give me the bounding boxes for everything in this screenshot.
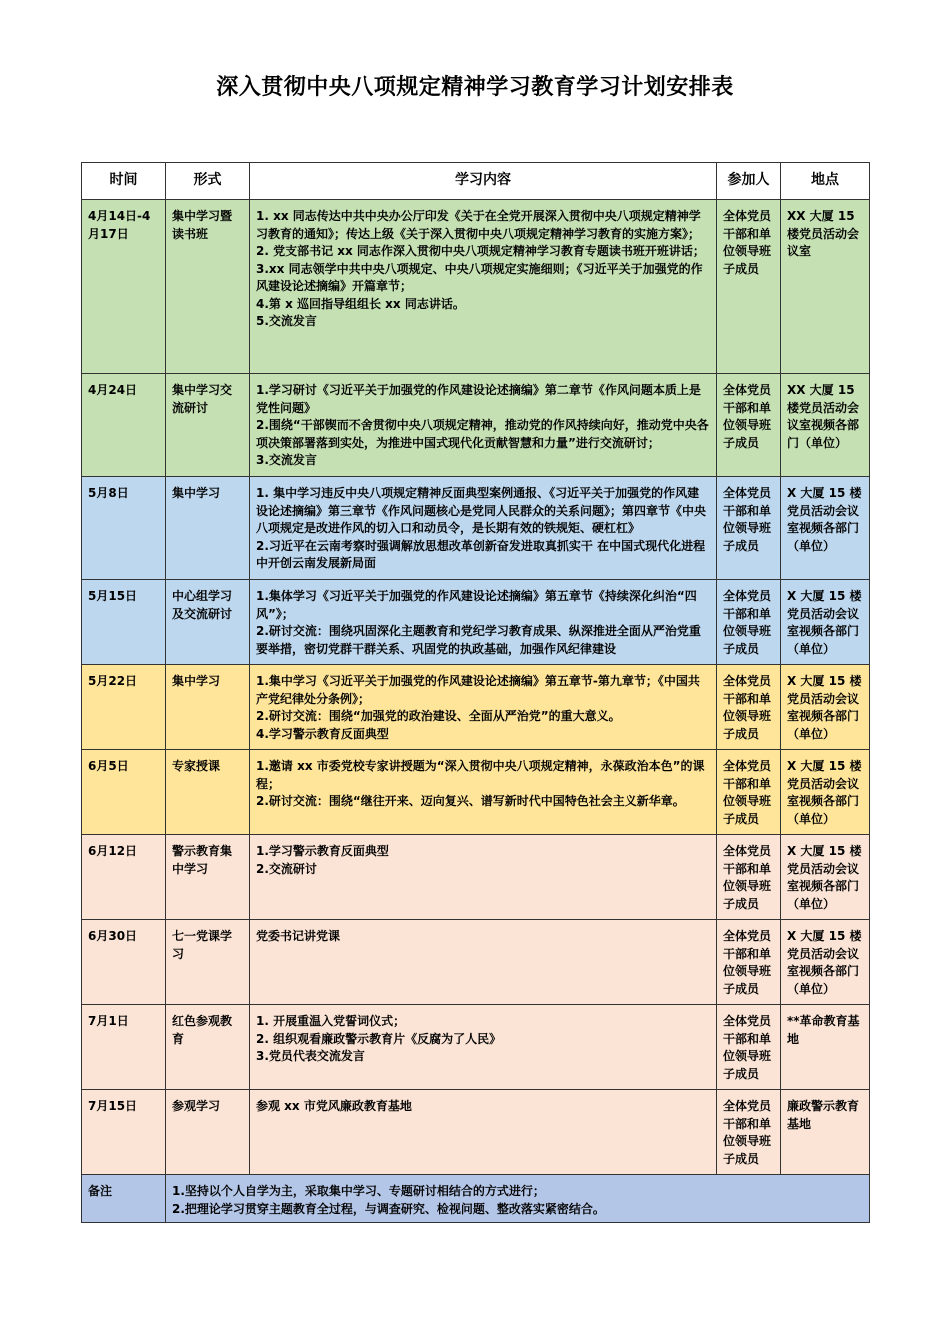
cell-form: 中心组学习及交流研讨 [166, 580, 250, 665]
content-line: 3.党员代表交流发言 [256, 1049, 365, 1063]
note-line: 2.把理论学习贯穿主题教育全过程，与调查研究、检视问题、整改落实紧密结合。 [172, 1201, 605, 1216]
cell-participants: 全体党员干部和单位领导班子成员 [717, 835, 781, 920]
cell-location: X 大厦 15 楼党员活动会议室视频各部门（单位） [781, 477, 870, 580]
table-row [82, 750, 870, 835]
cell-date: 4月14日-4月17日 [82, 200, 166, 374]
cell-date: 7月15日 [82, 1090, 166, 1175]
cell-participants: 全体党员干部和单位领导班子成员 [717, 374, 781, 477]
content-line: 2.围绕“干部锲而不舍贯彻中央八项规定精神，推动党的作风持续向好，推动党中央各项决策部署落到实处，为推进中国式现代化贡献智慧和力量”进行交流研讨； [256, 418, 709, 450]
table-row [82, 477, 870, 580]
content-line: 1.集中学习《习近平关于加强党的作风建设论述摘编》第五章节-第九章节；《中国共产党纪律处分条例》； [256, 674, 700, 706]
cell-participants: 全体党员干部和单位领导班子成员 [717, 580, 781, 665]
cell-content [250, 477, 717, 580]
content-line: 1. 集中学习违反中央八项规定精神反面典型案例通报、《习近平关于加强党的作风建设论述摘编》第三章节《作风问题核心是党同人民群众的关系问题》；第四章节《中央八项规定是改进作风的切入口和动员令，是长期有效的铁规矩、硬杠杠》 [256, 486, 707, 535]
header-location: 地点 [781, 163, 870, 200]
cell-location: X 大厦 15 楼党员活动会议室视频各部门（单位） [781, 835, 870, 920]
cell-form: 集中学习 [166, 665, 250, 750]
content-line: 5.交流发言 [256, 314, 317, 328]
content-line: 1.学习警示教育反面典型 [256, 844, 389, 858]
cell-location: X 大厦 15 楼党员活动会议室视频各部门（单位） [781, 920, 870, 1005]
cell-participants: 全体党员干部和单位领导班子成员 [717, 665, 781, 750]
cell-participants: 全体党员干部和单位领导班子成员 [717, 750, 781, 835]
table-row [82, 665, 870, 750]
content-line: 参观 xx 市党风廉政教育基地 [256, 1099, 412, 1113]
content-line: 1. xx 同志传达中共中央办公厅印发《关于在全党开展深入贯彻中央八项规定精神学习教育的通知》；传达上级《关于深入贯彻中央八项规定精神学习教育的实施方案》； [256, 209, 701, 241]
cell-location: XX 大厦 15 楼党员活动会议室 [781, 200, 870, 374]
cell-date: 6月30日 [82, 920, 166, 1005]
cell-participants: 全体党员干部和单位领导班子成员 [717, 200, 781, 374]
cell-content [250, 750, 717, 835]
notes-content [166, 1175, 870, 1223]
cell-form: 集中学习 [166, 477, 250, 580]
cell-form: 七一党课学习 [166, 920, 250, 1005]
cell-form: 集中学习交流研讨 [166, 374, 250, 477]
content-line: 2. 党支部书记 xx 同志作深入贯彻中央八项规定精神学习教育专题读书班开班讲话； [256, 244, 705, 258]
table-row [82, 1005, 870, 1090]
cell-content [250, 920, 717, 1005]
cell-content [250, 200, 717, 374]
cell-date: 4月24日 [82, 374, 166, 477]
cell-location: 廉政警示教育基地 [781, 1090, 870, 1175]
cell-date: 5月15日 [82, 580, 166, 665]
content-line: 1. 开展重温入党誓词仪式； [256, 1014, 406, 1028]
cell-form: 红色参观教育 [166, 1005, 250, 1090]
content-line: 1.集体学习《习近平关于加强党的作风建设论述摘编》第五章节《持续深化纠治“四风”》； [256, 589, 697, 621]
content-line: 1.学习研讨《习近平关于加强党的作风建设论述摘编》第二章节《作风问题本质上是党性问题》 [256, 383, 701, 415]
content-line: 4.第 x 巡回指导组组长 xx 同志讲话。 [256, 296, 465, 311]
cell-participants: 全体党员干部和单位领导班子成员 [717, 920, 781, 1005]
content-line: 党委书记讲党课 [256, 929, 341, 943]
content-line: 2.研讨交流：围绕“继往开来、迈向复兴、谱写新时代中国特色社会主义新华章。 [256, 794, 685, 808]
cell-location: X 大厦 15 楼党员活动会议室视频各部门（单位） [781, 750, 870, 835]
content-line: 3.交流发言 [256, 453, 317, 467]
table-row [82, 1090, 870, 1175]
cell-content [250, 835, 717, 920]
content-line: 2. 组织观看廉政警示教育片《反腐为了人民》 [256, 1031, 502, 1046]
cell-content [250, 580, 717, 665]
cell-location: X 大厦 15 楼党员活动会议室视频各部门（单位） [781, 580, 870, 665]
cell-date: 5月22日 [82, 665, 166, 750]
header-participants: 参加人 [717, 163, 781, 200]
header-time: 时间 [82, 163, 166, 200]
cell-content [250, 1090, 717, 1175]
table-row [82, 920, 870, 1005]
cell-date: 5月8日 [82, 477, 166, 580]
notes-label: 备注 [82, 1175, 166, 1223]
cell-date: 7月1日 [82, 1005, 166, 1090]
cell-participants: 全体党员干部和单位领导班子成员 [717, 477, 781, 580]
table-row [82, 200, 870, 374]
cell-form: 专家授课 [166, 750, 250, 835]
cell-date: 6月5日 [82, 750, 166, 835]
content-line: 2.习近平在云南考察时强调解放思想改革创新奋发进取真抓实干 在中国式现代化进程中开创云南发展新局面 [256, 538, 706, 570]
table-row [82, 580, 870, 665]
note-line: 1.坚持以个人自学为主，采取集中学习、专题研讨相结合的方式进行； [172, 1184, 545, 1198]
table-header-row [82, 163, 870, 200]
cell-form: 集中学习暨读书班 [166, 200, 250, 374]
content-line: 2.研讨交流：围绕巩固深化主题教育和党纪学习教育成果、纵深推进全面从严治党重要举措，密切党群干群关系、巩固党的执政基础，加强作风纪律建设 [256, 624, 701, 656]
content-line: 2.研讨交流：围绕“加强党的政治建设、全面从严治党”的重大意义。 [256, 709, 621, 723]
cell-location: X 大厦 15 楼党员活动会议室视频各部门（单位） [781, 665, 870, 750]
content-line: 4.学习警示教育反面典型 [256, 726, 389, 741]
cell-content [250, 665, 717, 750]
header-form: 形式 [166, 163, 250, 200]
content-line: 1.邀请 xx 市委党校专家讲授题为“深入贯彻中央八项规定精神，永葆政治本色”的课程； [256, 759, 705, 791]
table-row [82, 374, 870, 477]
content-line: 2.交流研讨 [256, 861, 317, 876]
cell-location: **革命教育基地 [781, 1005, 870, 1090]
header-content: 学习内容 [250, 163, 717, 200]
cell-date: 6月12日 [82, 835, 166, 920]
cell-content [250, 374, 717, 477]
cell-content [250, 1005, 717, 1090]
notes-row [82, 1175, 870, 1223]
cell-form: 参观学习 [166, 1090, 250, 1175]
cell-participants: 全体党员干部和单位领导班子成员 [717, 1090, 781, 1175]
table-row [82, 835, 870, 920]
schedule-table [81, 162, 870, 1223]
content-line: 3.xx 同志领学中共中央八项规定、中央八项规定实施细则；《习近平关于加强党的作风建设论述摘编》开篇章节； [256, 261, 703, 293]
page-title: 深入贯彻中央八项规定精神学习教育学习计划安排表 [216, 75, 734, 100]
cell-location: XX 大厦 15 楼党员活动会议室视频各部门（单位） [781, 374, 870, 477]
cell-participants: 全体党员干部和单位领导班子成员 [717, 1005, 781, 1090]
cell-form: 警示教育集中学习 [166, 835, 250, 920]
